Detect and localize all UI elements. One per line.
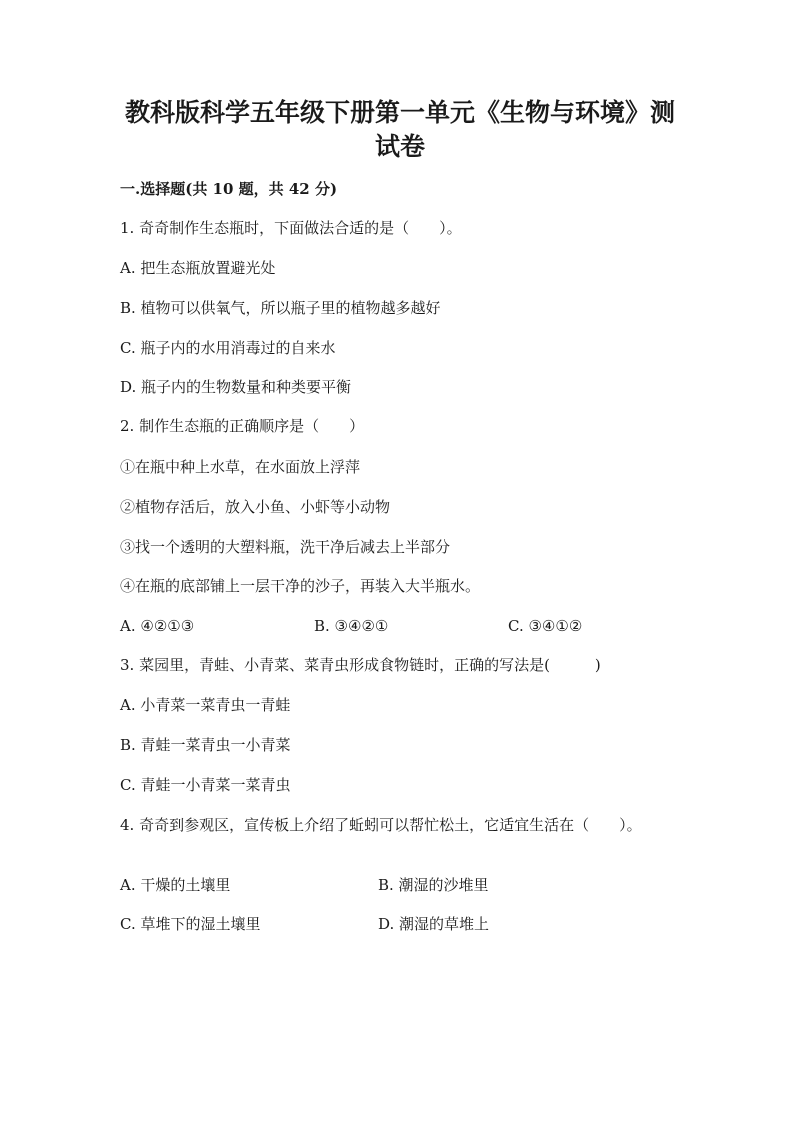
question-4-stem: 4. 奇奇到参观区，宣传板上介绍了蚯蚓可以帮忙松土，它适宜生活在（ ）。 <box>120 816 642 834</box>
question-4-option-b: B. 潮湿的沙堆里 <box>378 876 489 894</box>
section-heading: 一.选择题(共 10 题，共 42 分) <box>120 180 338 198</box>
question-2-step-1: ①在瓶中种上水草，在水面放上浮萍 <box>120 458 361 476</box>
question-2-option-b: B. ③④②① <box>314 617 389 635</box>
question-4-option-d: D. 潮湿的草堆上 <box>378 915 490 933</box>
question-1-stem: 1. 奇奇制作生态瓶时，下面做法合适的是（ ）。 <box>120 219 462 237</box>
question-3-option-a: A. 小青菜一菜青虫一青蛙 <box>120 696 291 714</box>
document-title-line-1: 教科版科学五年级下册第一单元《生物与环境》测 <box>124 98 675 127</box>
question-1-option-b: B. 植物可以供氧气，所以瓶子里的植物越多越好 <box>120 299 441 317</box>
question-3-option-b: B. 青蛙一菜青虫一小青菜 <box>120 736 291 754</box>
question-3-stem: 3. 菜园里，青蛙、小青菜、菜青虫形成食物链时，正确的写法是( ) <box>120 656 601 674</box>
question-2-step-2: ②植物存活后，放入小鱼、小虾等小动物 <box>120 498 391 516</box>
document-title-line-2: 试卷 <box>374 132 425 161</box>
question-4-option-c: C. 草堆下的湿土壤里 <box>120 915 261 933</box>
question-1-option-d: D. 瓶子内的生物数量和种类要平衡 <box>120 378 352 396</box>
question-3-option-c: C. 青蛙一小青菜一菜青虫 <box>120 776 291 794</box>
question-2-stem: 2. 制作生态瓶的正确顺序是（ ） <box>120 417 365 435</box>
question-2-step-4: ④在瓶的底部铺上一层干净的沙子，再装入大半瓶水。 <box>120 577 481 595</box>
question-2-step-3: ③找一个透明的大塑料瓶，洗干净后减去上半部分 <box>120 538 451 556</box>
question-2-option-a: A. ④②①③ <box>120 617 195 635</box>
question-4-option-a: A. 干燥的土壤里 <box>120 876 231 894</box>
question-1-option-c: C. 瓶子内的水用消毒过的自来水 <box>120 339 336 357</box>
question-2-option-c: C. ③④①② <box>508 617 583 635</box>
question-1-option-a: A. 把生态瓶放置避光处 <box>120 259 276 277</box>
